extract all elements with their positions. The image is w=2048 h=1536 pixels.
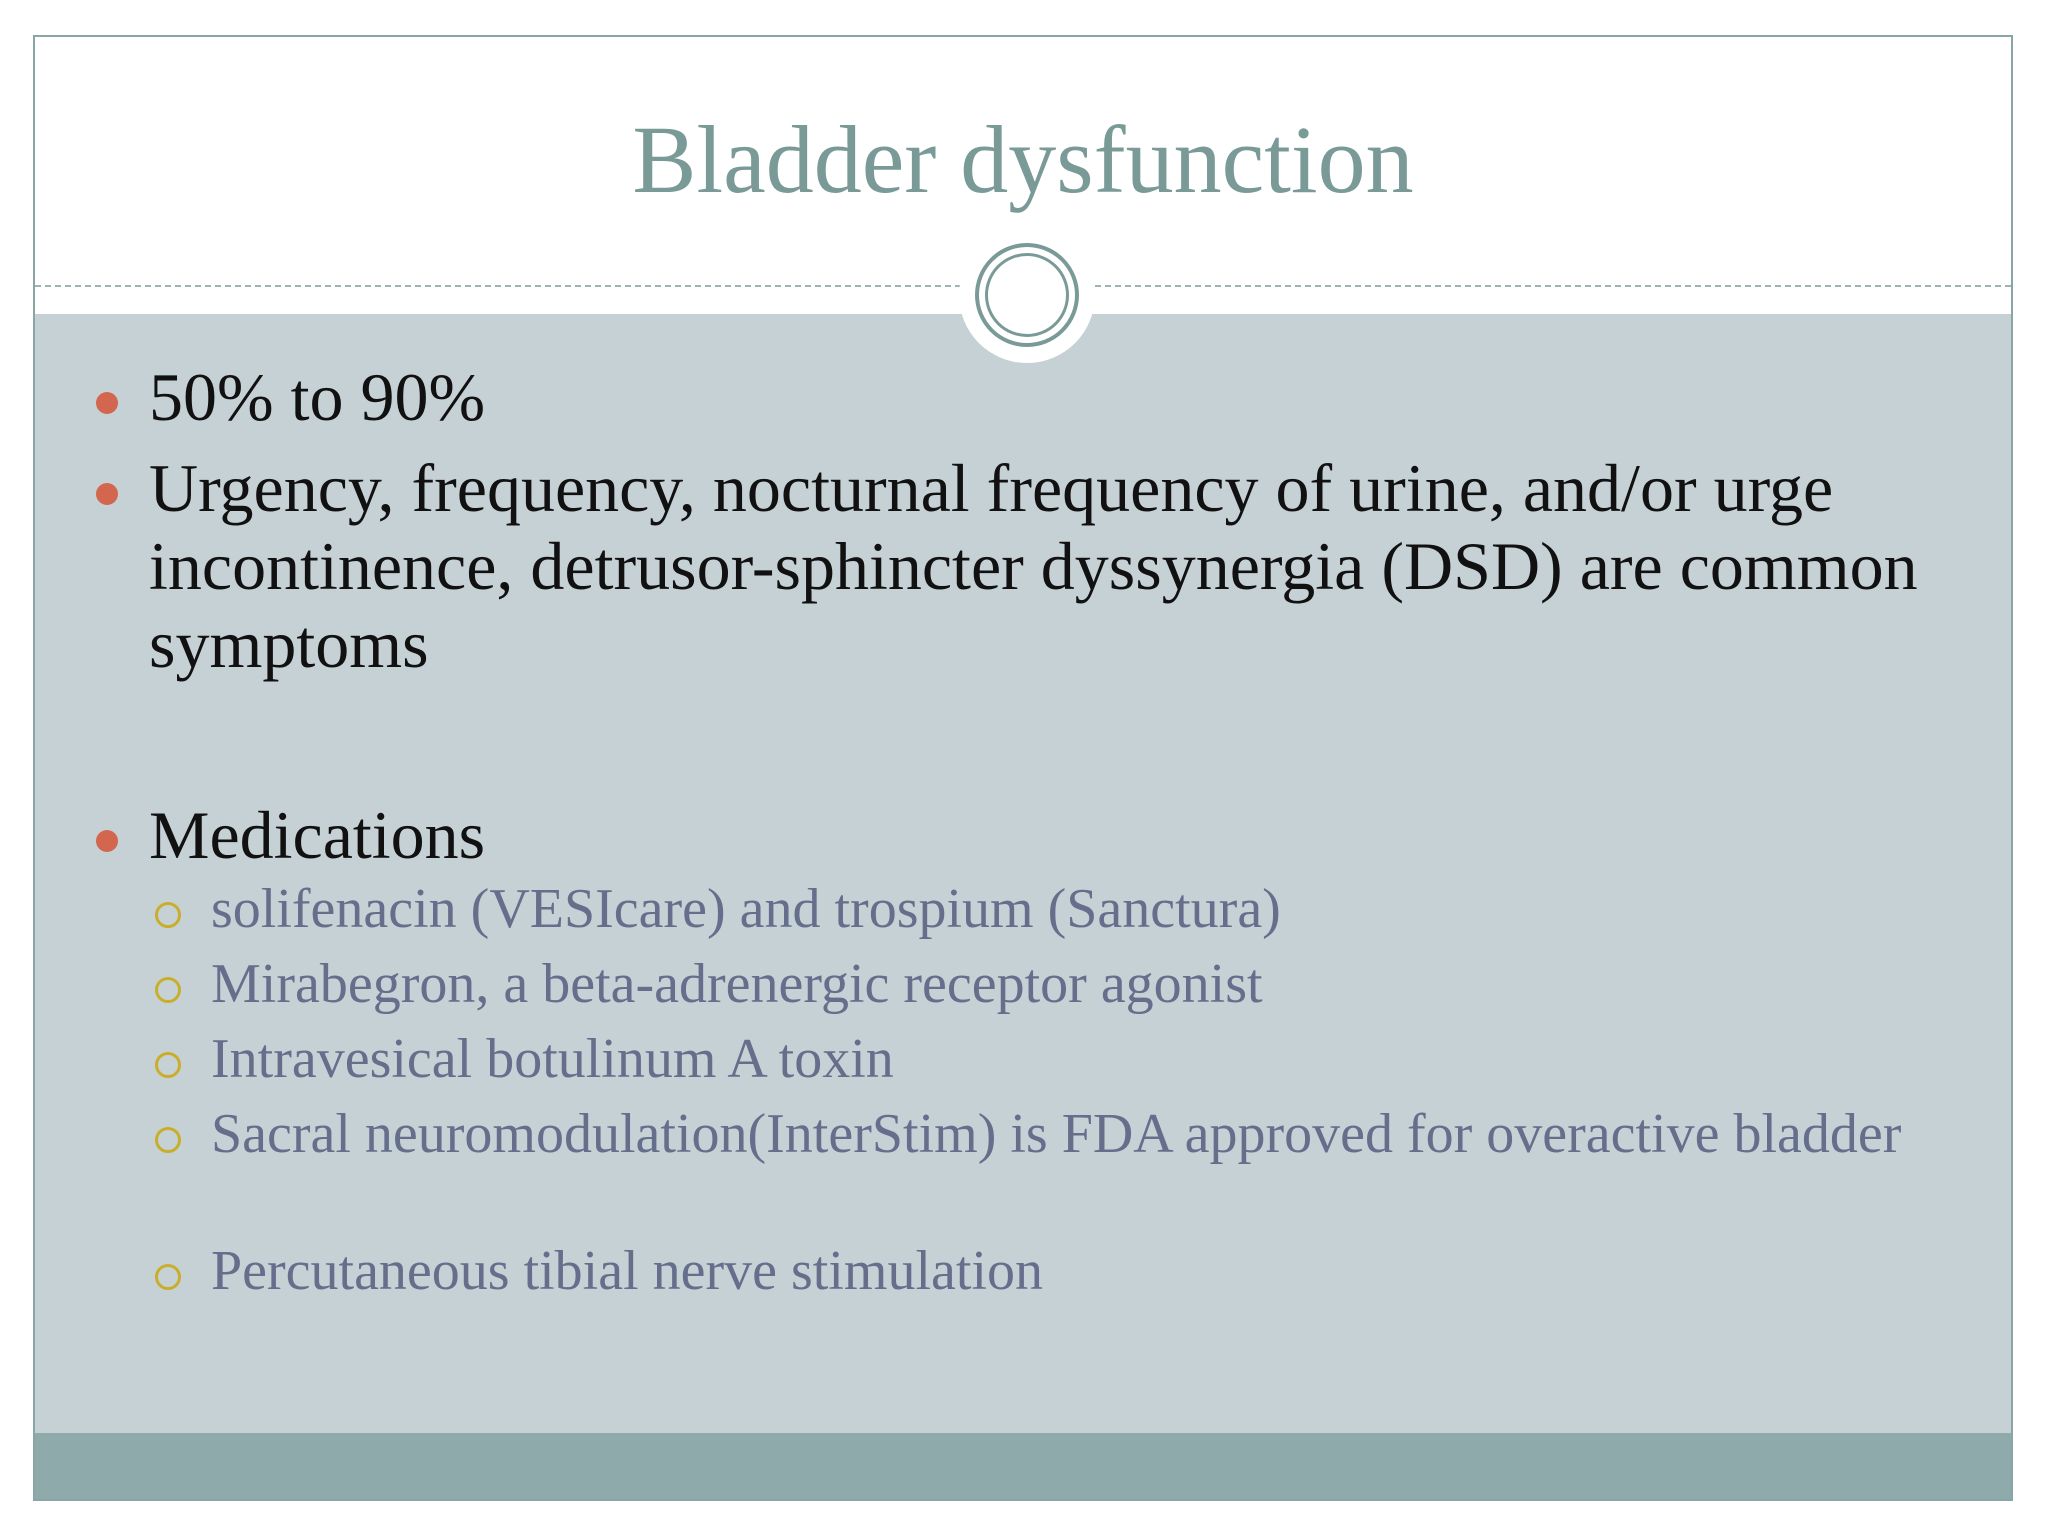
footer-bar <box>35 1433 2011 1501</box>
sub-bullet-item: Sacral neuromodulation(InterStim) is FDA approved for overactive bladder <box>211 1103 1902 1165</box>
bullet-dot-icon <box>96 392 118 414</box>
sub-bullet-item: Mirabegron, a beta-adrenergic receptor agonist <box>211 953 1263 1015</box>
sub-bullet-item: Intravesical botulinum A toxin <box>211 1028 894 1090</box>
sub-bullet-ring-icon <box>155 1052 181 1078</box>
sub-bullet-item: Percutaneous tibial nerve stimulation <box>211 1240 1044 1302</box>
slide-title: Bladder dysfunction <box>632 106 1414 213</box>
inner-ring-icon <box>985 253 1069 337</box>
bullet-item: 50% to 90% <box>149 359 486 435</box>
double-ring-ornament-icon <box>959 227 1095 363</box>
sub-bullet-ring-icon <box>155 902 181 928</box>
sub-bullet-ring-icon <box>155 1264 181 1290</box>
bullet-item: Medications <box>149 797 486 873</box>
bullet-dot-icon <box>96 830 118 852</box>
slide <box>33 35 2013 1501</box>
bullet-dot-icon <box>96 483 118 505</box>
sub-bullet-ring-icon <box>155 1127 181 1153</box>
sub-bullet-item: solifenacin (VESIcare) and trospium (Sanctura) <box>211 878 1281 940</box>
sub-bullet-ring-icon <box>155 977 181 1003</box>
bullet-item: Urgency, frequency, nocturnal frequency of urine, and/or urge incontinence, detrusor-sphincter dyssynergia (DSD) are common symptoms <box>149 450 1918 682</box>
